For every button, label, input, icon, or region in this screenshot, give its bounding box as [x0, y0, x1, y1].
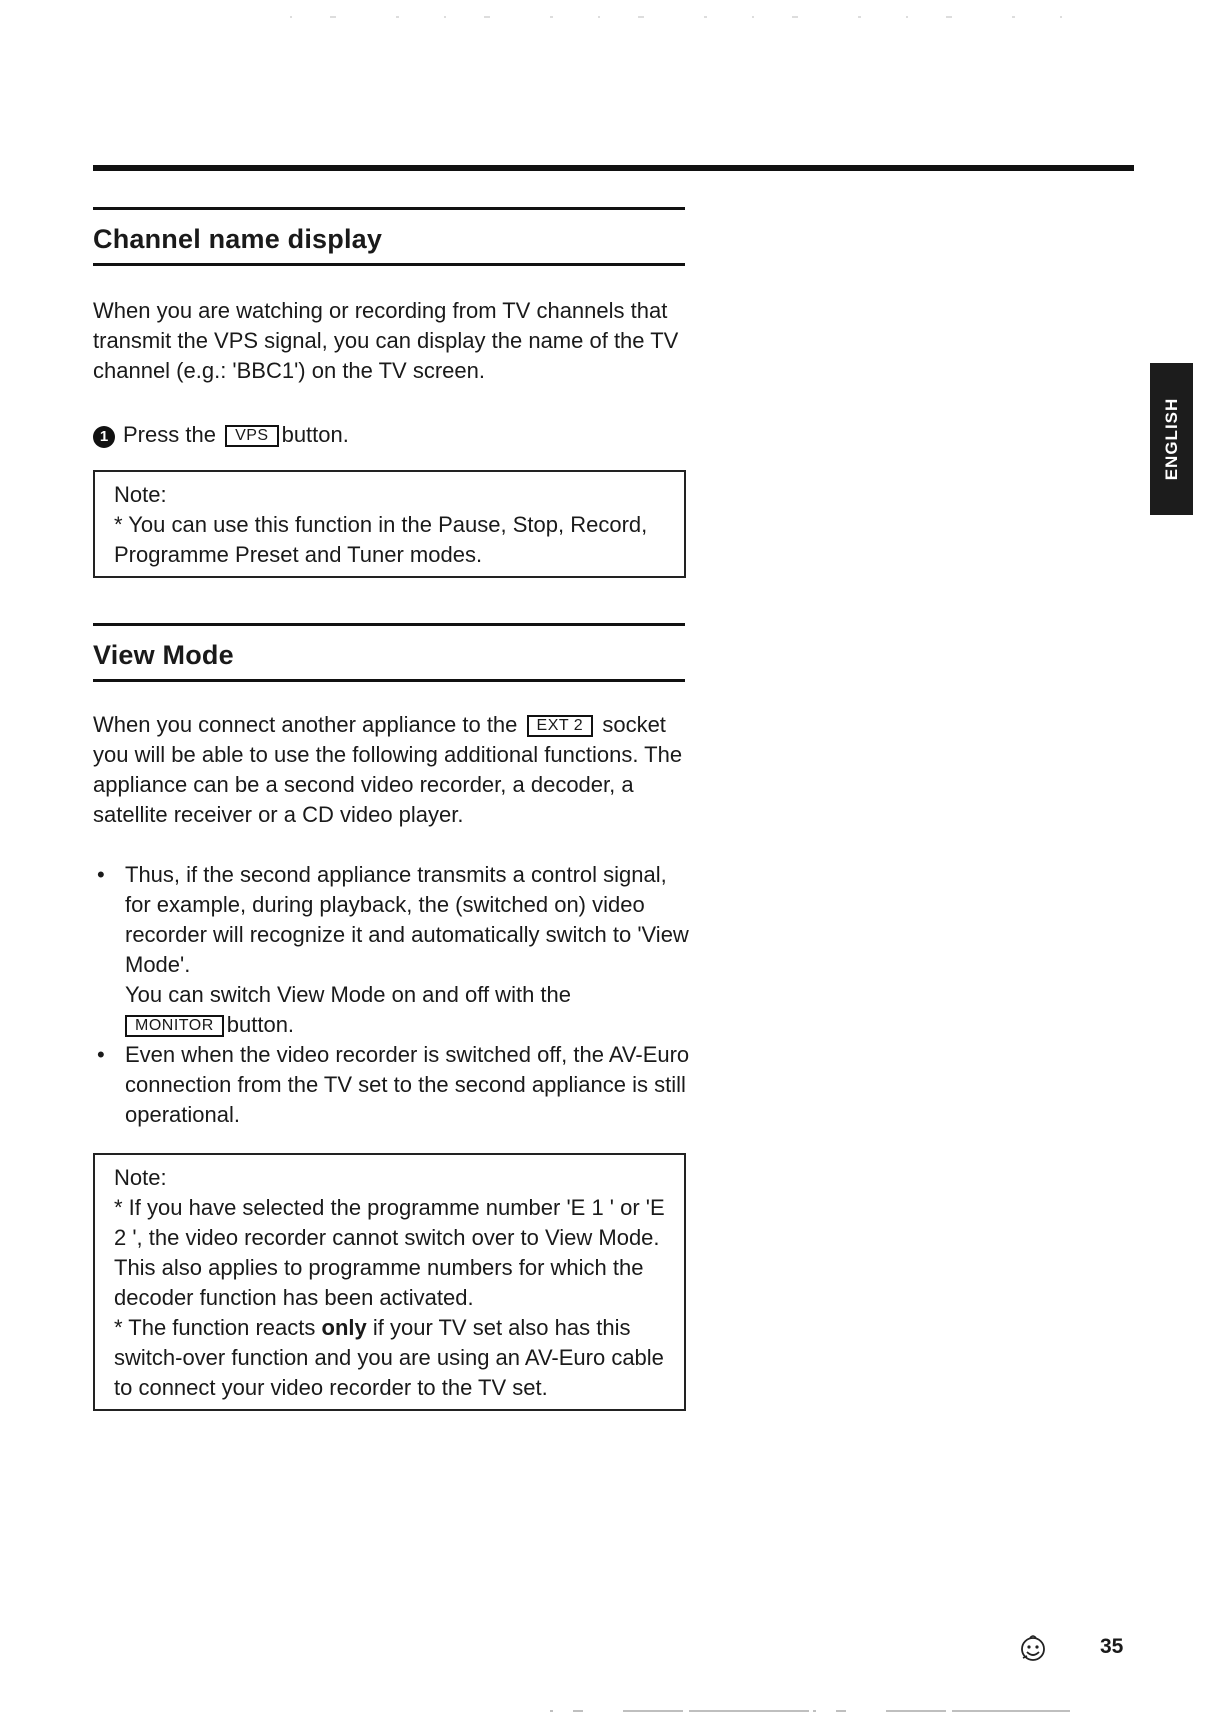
channel-body-text: When you are watching or recording from TV channels that transmit the VPS signal, you can display the name of the TV channel (e.g.: 'BBC1') on the TV screen.	[93, 298, 679, 383]
scan-artifact-top	[290, 6, 1090, 10]
intro-after: socket you will be able to use the following additional functions. The appliance can be a second video recorder, a decoder, a satellite receiver or a CD video player.	[93, 712, 683, 827]
section-heading-view-mode: View Mode	[93, 640, 234, 670]
list-item	[93, 860, 693, 1040]
note-item-2	[114, 1313, 666, 1403]
view-mode-intro	[93, 710, 693, 830]
scan-artifact-bottom	[550, 1700, 1070, 1704]
note-box-channel	[93, 470, 686, 578]
list-item	[93, 1040, 693, 1130]
note-box-view-mode	[93, 1153, 686, 1411]
bullet-after: button.	[226, 1012, 295, 1037]
bullet-text: Even when the video recorder is switched off, the AV-Euro connection from the TV set to the second appliance is still operational.	[125, 1042, 690, 1127]
note-text: * You can use this function in the Pause, Stop, Record, Programme Preset and Tuner modes.	[114, 512, 648, 567]
section-heading-channel: Channel name display	[93, 224, 383, 254]
intro-before: When you connect another appliance to the	[93, 712, 518, 737]
note-item-1: * If you have selected the programme number 'E 1 ' or 'E 2 ', the video recorder cannot switch over to View Mode. This also applies to programme numbers for which the decoder function has been activated.	[114, 1195, 665, 1310]
top-rule	[93, 165, 1134, 171]
note-item-2-before: * The function reacts	[114, 1315, 316, 1340]
channel-name-display-header	[93, 207, 685, 266]
bullet-text: Thus, if the second appliance transmits a control signal, for example, during playback, the (switched on) video recorder will recognize it and automatically switch to 'View Mode'.	[125, 862, 689, 977]
step-text-after: button.	[281, 422, 349, 447]
view-mode-bullet-list	[93, 860, 693, 1130]
bullet-dot: •	[97, 862, 105, 887]
page-number: 35	[1100, 1635, 1124, 1658]
note-title: Note:	[114, 482, 167, 507]
vps-key: VPS	[225, 425, 279, 447]
smiley-face-icon	[1017, 1632, 1049, 1669]
note-item-2-after: if your TV set also has this switch-over function and you are using an AV-Euro cable to connect your video recorder to the TV set.	[114, 1315, 664, 1400]
header-rule-bottom	[93, 263, 685, 266]
note-title: Note:	[114, 1165, 167, 1190]
bullet-continuation: You can switch View Mode on and off with the	[125, 982, 571, 1007]
note-item-2-bold: only	[321, 1315, 367, 1340]
ext2-key: EXT 2	[527, 715, 594, 737]
step-press-vps	[93, 420, 349, 450]
view-mode-header	[93, 623, 685, 682]
step-text-before: Press the	[123, 422, 216, 447]
bullet-dot: •	[97, 1042, 105, 1067]
header-rule-bottom	[93, 679, 685, 682]
step-number-badge: 1	[93, 426, 115, 448]
language-tab	[1150, 363, 1193, 515]
monitor-key: MONITOR	[125, 1015, 224, 1037]
language-tab-label: ENGLISH	[1161, 397, 1181, 481]
